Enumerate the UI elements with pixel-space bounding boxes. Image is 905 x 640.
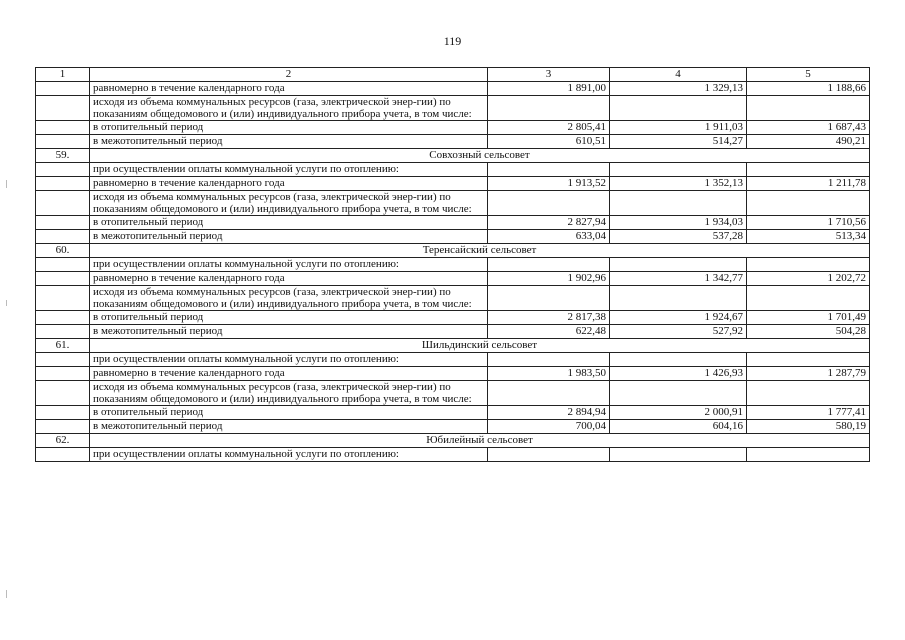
value-col-4: 604,16 [610,420,747,434]
value-col-3 [488,381,610,406]
text-row [36,448,870,462]
scan-artifact [6,300,7,306]
row-label: при осуществлении оплаты коммунальной услуги по отоплению: [90,448,488,462]
value-col-5: 504,28 [747,325,870,339]
value-col-4: 537,28 [610,230,747,244]
value-col-3: 2 894,94 [488,406,610,420]
value-col-4 [610,96,747,121]
row-label: в отопительный период [90,216,488,230]
value-col-5 [747,286,870,311]
row-number [36,286,90,311]
value-col-4: 1 426,93 [610,367,747,381]
value-col-3: 1 902,96 [488,272,610,286]
value-col-5: 1 202,72 [747,272,870,286]
row-number [36,135,90,149]
value-col-5: 1 287,79 [747,367,870,381]
row-number [36,258,90,272]
row-label: равномерно в течение календарного года [90,272,488,286]
value-col-5: 1 777,41 [747,406,870,420]
table-body [36,68,870,462]
value-col-3: 2 805,41 [488,121,610,135]
value-col-4 [610,191,747,216]
row-number [36,191,90,216]
row-number [36,325,90,339]
value-col-3 [488,448,610,462]
value-col-4 [610,258,747,272]
value-col-3 [488,191,610,216]
column-header-5: 5 [747,68,870,82]
row-label: равномерно в течение календарного года [90,82,488,96]
row-number [36,216,90,230]
value-col-3: 1 913,52 [488,177,610,191]
section-row [36,434,870,448]
table-row [36,230,870,244]
value-col-3 [488,286,610,311]
value-col-5 [747,191,870,216]
row-number: 62. [36,434,90,448]
value-col-5 [747,258,870,272]
row-number [36,163,90,177]
row-label: при осуществлении оплаты коммунальной услуги по отоплению: [90,353,488,367]
value-col-3: 1 983,50 [488,367,610,381]
row-label: исходя из объема коммунальных ресурсов (газа, электрической энер-гии) по показаниям общедомового и (или) индивидуального прибора учета, в том числе: [90,96,488,121]
value-col-5 [747,381,870,406]
tariff-table [35,67,870,462]
text-row [36,286,870,311]
row-label: равномерно в течение календарного года [90,177,488,191]
row-label: при осуществлении оплаты коммунальной услуги по отоплению: [90,258,488,272]
table-header-row [36,68,870,82]
row-number [36,311,90,325]
row-number [36,367,90,381]
row-number [36,406,90,420]
column-header-4: 4 [610,68,747,82]
section-title: Шильдинский сельсовет [90,339,870,353]
value-col-4: 1 329,13 [610,82,747,96]
section-title: Совхозный сельсовет [90,149,870,163]
table-row [36,135,870,149]
value-col-3: 610,51 [488,135,610,149]
value-col-5 [747,448,870,462]
value-col-5: 513,34 [747,230,870,244]
section-row [36,339,870,353]
value-col-3 [488,353,610,367]
text-row [36,96,870,121]
row-label: при осуществлении оплаты коммунальной услуги по отоплению: [90,163,488,177]
value-col-4: 514,27 [610,135,747,149]
section-title: Юбилейный сельсовет [90,434,870,448]
row-number [36,272,90,286]
row-label: в отопительный период [90,121,488,135]
value-col-3: 622,48 [488,325,610,339]
value-col-4 [610,286,747,311]
value-col-3 [488,96,610,121]
value-col-4: 1 342,77 [610,272,747,286]
value-col-3: 2 817,38 [488,311,610,325]
value-col-3 [488,163,610,177]
value-col-5: 1 701,49 [747,311,870,325]
column-header-1: 1 [36,68,90,82]
table-row [36,325,870,339]
row-number [36,121,90,135]
row-number [36,82,90,96]
section-row [36,244,870,258]
row-number [36,177,90,191]
value-col-4: 1 911,03 [610,121,747,135]
row-number: 60. [36,244,90,258]
value-col-4: 2 000,91 [610,406,747,420]
row-label: исходя из объема коммунальных ресурсов (газа, электрической энер-гии) по показаниям общедомового и (или) индивидуального прибора учета, в том числе: [90,286,488,311]
value-col-3: 2 827,94 [488,216,610,230]
value-col-5: 580,19 [747,420,870,434]
row-number [36,230,90,244]
value-col-5: 490,21 [747,135,870,149]
value-col-4: 1 934,03 [610,216,747,230]
section-title: Теренсайский сельсовет [90,244,870,258]
value-col-4 [610,163,747,177]
text-row [36,163,870,177]
row-number [36,96,90,121]
row-number [36,448,90,462]
value-col-3: 1 891,00 [488,82,610,96]
text-row [36,353,870,367]
row-number: 61. [36,339,90,353]
row-label: в межотопительный период [90,325,488,339]
value-col-4 [610,353,747,367]
value-col-3: 700,04 [488,420,610,434]
row-label: в отопительный период [90,311,488,325]
scan-artifact [6,590,7,598]
value-col-3 [488,258,610,272]
column-header-2: 2 [90,68,488,82]
text-row [36,381,870,406]
value-col-5 [747,163,870,177]
value-col-4 [610,448,747,462]
scan-artifact [6,180,7,188]
row-label: в межотопительный период [90,230,488,244]
value-col-3: 633,04 [488,230,610,244]
row-label: исходя из объема коммунальных ресурсов (газа, электрической энер-гии) по показаниям общедомового и (или) индивидуального прибора учета, в том числе: [90,381,488,406]
row-label: в отопительный период [90,406,488,420]
row-label: в межотопительный период [90,420,488,434]
row-number [36,381,90,406]
row-number: 59. [36,149,90,163]
value-col-4: 1 352,13 [610,177,747,191]
value-col-4 [610,381,747,406]
text-row [36,258,870,272]
value-col-4: 527,92 [610,325,747,339]
row-number [36,353,90,367]
table-row [36,177,870,191]
table-row [36,406,870,420]
table-row [36,272,870,286]
table-row [36,367,870,381]
section-row [36,149,870,163]
row-number [36,420,90,434]
row-label: равномерно в течение календарного года [90,367,488,381]
column-header-3: 3 [488,68,610,82]
value-col-5 [747,96,870,121]
page-number: 119 [443,34,462,48]
row-label: исходя из объема коммунальных ресурсов (газа, электрической энер-гии) по показаниям общедомового и (или) индивидуального прибора учета, в том числе: [90,191,488,216]
value-col-5: 1 211,78 [747,177,870,191]
text-row [36,191,870,216]
table-row [36,216,870,230]
row-label: в межотопительный период [90,135,488,149]
table-row [36,82,870,96]
table-row [36,420,870,434]
table-row [36,311,870,325]
value-col-5 [747,353,870,367]
value-col-5: 1 710,56 [747,216,870,230]
value-col-5: 1 687,43 [747,121,870,135]
value-col-4: 1 924,67 [610,311,747,325]
table-row [36,121,870,135]
value-col-5: 1 188,66 [747,82,870,96]
